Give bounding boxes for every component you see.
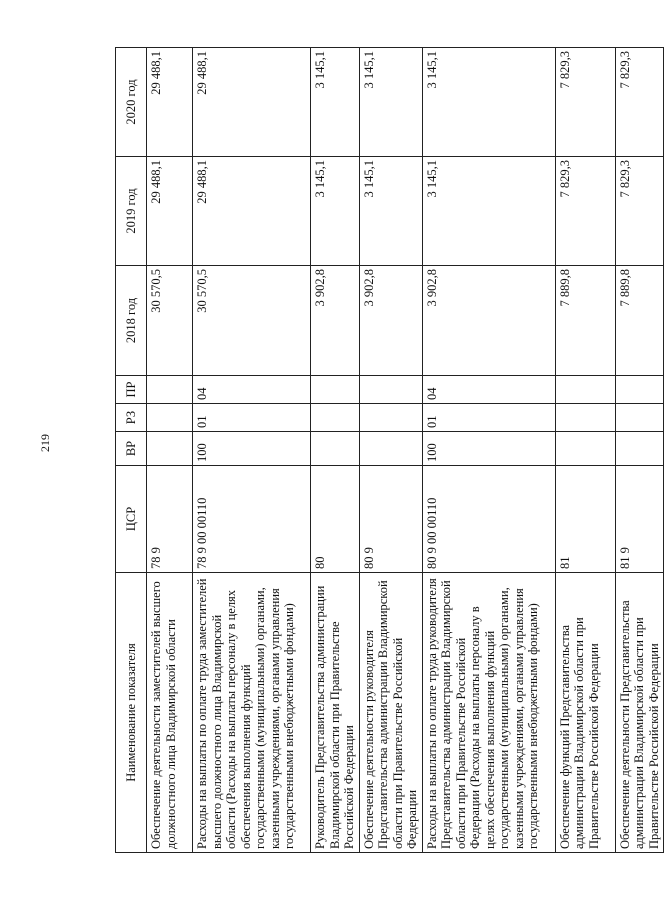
cell-pr <box>359 376 422 404</box>
cell-vr: 100 <box>193 432 311 466</box>
col-header-rz: РЗ <box>116 404 147 432</box>
cell-name: Обеспечение деятельности руководителя Представительства администрации Владимирской области при Правительстве Российской Федерации <box>359 573 422 853</box>
col-header-csr: ЦСР <box>116 466 147 573</box>
cell-csr: 80 <box>311 466 360 573</box>
cell-vr: 100 <box>422 432 555 466</box>
cell-2020: 29 488,1 <box>193 48 311 157</box>
col-header-pr: ПР <box>116 376 147 404</box>
table-header-row <box>116 48 147 853</box>
cell-2018: 3 902,8 <box>422 266 555 376</box>
cell-2018: 30 570,5 <box>147 266 193 376</box>
col-header-name: Наименование показателя <box>116 573 147 853</box>
table-row <box>422 48 555 853</box>
cell-2019: 29 488,1 <box>193 157 311 266</box>
table-row <box>555 48 615 853</box>
cell-pr <box>555 376 615 404</box>
cell-csr: 78 9 <box>147 466 193 573</box>
cell-csr: 81 <box>555 466 615 573</box>
col-header-2018: 2018 год <box>116 266 147 376</box>
cell-pr <box>615 376 664 404</box>
cell-rz <box>359 404 422 432</box>
cell-csr: 80 9 00 00110 <box>422 466 555 573</box>
cell-vr <box>359 432 422 466</box>
cell-pr <box>311 376 360 404</box>
cell-pr: 04 <box>422 376 555 404</box>
cell-2019: 7 829,3 <box>555 157 615 266</box>
cell-name: Обеспечение функций Представительства администрации Владимирской области при Правительстве Российской Федерации <box>555 573 615 853</box>
table-row <box>359 48 422 853</box>
cell-vr <box>555 432 615 466</box>
cell-2018: 7 889,8 <box>615 266 664 376</box>
cell-2020: 3 145,1 <box>359 48 422 157</box>
cell-2018: 30 570,5 <box>193 266 311 376</box>
cell-rz <box>555 404 615 432</box>
cell-name: Обеспечение деятельности Представительства администрации Владимирской области при Правительстве Российской Федерации <box>615 573 664 853</box>
table-row <box>147 48 193 853</box>
cell-2020: 7 829,3 <box>555 48 615 157</box>
table-row <box>615 48 664 853</box>
cell-rz <box>147 404 193 432</box>
table-row <box>311 48 360 853</box>
budget-table <box>115 47 664 853</box>
cell-2019: 3 145,1 <box>359 157 422 266</box>
cell-vr <box>615 432 664 466</box>
rotated-table-container <box>115 48 661 853</box>
cell-2020: 3 145,1 <box>422 48 555 157</box>
cell-pr: 04 <box>193 376 311 404</box>
cell-2020: 7 829,3 <box>615 48 664 157</box>
cell-2019: 7 829,3 <box>615 157 664 266</box>
cell-csr: 78 9 00 00110 <box>193 466 311 573</box>
cell-2020: 3 145,1 <box>311 48 360 157</box>
col-header-2020: 2020 год <box>116 48 147 157</box>
table-row <box>193 48 311 853</box>
cell-rz <box>311 404 360 432</box>
cell-vr <box>311 432 360 466</box>
cell-2018: 7 889,8 <box>555 266 615 376</box>
cell-2019: 3 145,1 <box>422 157 555 266</box>
cell-2018: 3 902,8 <box>359 266 422 376</box>
cell-name: Расходы на выплаты по оплате труда руководителя Представительства администрации Владимирской области при Правительстве Российской Федерации (Расходы на выплаты персоналу в целях обеспечения выполнения функций государственными (муниципальными) органами, казенными учреждениями, органами управления государственными внебюджетными фондами) <box>422 573 555 853</box>
cell-name: Обеспечение деятельности заместителей высшего должностного лица Владимирской области <box>147 573 193 853</box>
page-number: 219 <box>38 434 52 452</box>
cell-name: Расходы на выплаты по оплате труда заместителей высшего должностного лица Владимирской области (Расходы на выплаты персоналу в целях обеспечения выполнения функций государственными (муниципальными) органами, казенными учреждениями, органами управления государственными внебюджетными фондами) <box>193 573 311 853</box>
col-header-2019: 2019 год <box>116 157 147 266</box>
cell-csr: 81 9 <box>615 466 664 573</box>
cell-2019: 3 145,1 <box>311 157 360 266</box>
cell-pr <box>147 376 193 404</box>
cell-rz: 01 <box>422 404 555 432</box>
cell-name: Руководитель Представительства администрации Владимирской области при Правительстве Российской Федерации <box>311 573 360 853</box>
cell-2018: 3 902,8 <box>311 266 360 376</box>
cell-csr: 80 9 <box>359 466 422 573</box>
cell-2019: 29 488,1 <box>147 157 193 266</box>
cell-vr <box>147 432 193 466</box>
col-header-vr: ВР <box>116 432 147 466</box>
cell-2020: 29 488,1 <box>147 48 193 157</box>
cell-rz: 01 <box>193 404 311 432</box>
cell-rz <box>615 404 664 432</box>
